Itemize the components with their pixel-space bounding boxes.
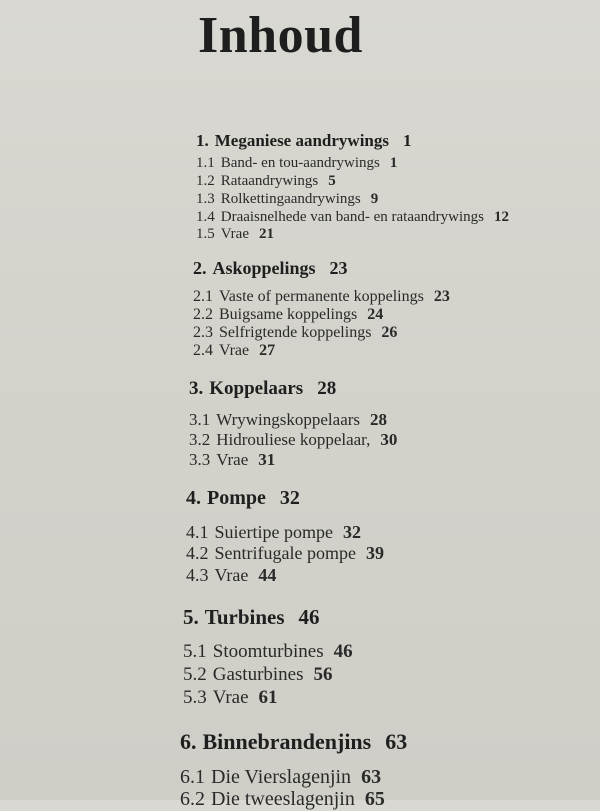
entry-label: Vaste of permanente koppelings bbox=[219, 288, 424, 305]
entry-number: 1.3 bbox=[196, 191, 215, 207]
entry-page: 23 bbox=[433, 288, 450, 305]
chapter-page: 46 bbox=[298, 605, 320, 629]
entry-number: 4.2 bbox=[186, 543, 209, 563]
toc-entry bbox=[193, 306, 383, 324]
chapter-heading bbox=[183, 605, 320, 630]
toc-entry bbox=[196, 155, 397, 172]
entry-number: 6.2 bbox=[180, 788, 205, 810]
chapter-heading bbox=[186, 487, 300, 510]
chapter-heading bbox=[193, 258, 348, 279]
toc-entry bbox=[183, 641, 353, 663]
entry-label: Wrywingskoppelaars bbox=[216, 410, 361, 429]
toc-entry bbox=[186, 522, 361, 543]
toc-entry bbox=[193, 324, 397, 342]
entry-number: 6.1 bbox=[180, 766, 205, 788]
entry-label: Band- en tou-aandrywings bbox=[220, 155, 380, 171]
entry-number: 5.1 bbox=[183, 641, 207, 662]
entry-page: 24 bbox=[367, 306, 384, 323]
entry-label: Die tweeslagenjin bbox=[211, 788, 355, 810]
entry-page: 26 bbox=[381, 324, 398, 341]
entry-number: 3.1 bbox=[189, 410, 211, 429]
entry-number: 2.4 bbox=[193, 342, 213, 359]
toc-entry bbox=[193, 342, 275, 360]
entry-page: 12 bbox=[493, 209, 509, 225]
toc-entry bbox=[193, 288, 450, 306]
entry-label: Draaisnelhede van band- en rataandrywings bbox=[220, 209, 484, 225]
entry-number: 1.1 bbox=[196, 155, 215, 171]
chapter-page: 32 bbox=[279, 487, 300, 509]
entry-page: 27 bbox=[259, 342, 276, 359]
toc-entry bbox=[180, 766, 381, 789]
entry-page: 31 bbox=[258, 450, 276, 469]
entry-label: Hidrouliese koppelaar, bbox=[216, 430, 371, 449]
toc-entry bbox=[196, 209, 509, 226]
entry-label: Suiertipe pompe bbox=[214, 522, 333, 542]
toc-entry bbox=[196, 226, 274, 243]
chapter-number: 6. bbox=[180, 729, 197, 754]
entry-page: 30 bbox=[380, 430, 398, 449]
chapter-number: 2. bbox=[193, 258, 207, 278]
chapter-label: Turbines bbox=[204, 605, 285, 629]
entry-number: 2.3 bbox=[193, 324, 213, 341]
chapter-number: 5. bbox=[183, 605, 199, 629]
entry-page: 44 bbox=[258, 565, 277, 585]
chapter-heading bbox=[196, 131, 412, 151]
chapter-number: 4. bbox=[186, 487, 201, 509]
chapter-page: 1 bbox=[403, 131, 412, 150]
toc-entry bbox=[189, 410, 387, 430]
chapter-number: 1. bbox=[196, 131, 209, 150]
toc-entry bbox=[189, 430, 397, 450]
entry-label: Rolkettingaandrywings bbox=[220, 191, 361, 207]
toc-entry bbox=[183, 664, 333, 686]
chapter-number: 3. bbox=[189, 378, 204, 399]
entry-page: 5 bbox=[328, 173, 336, 189]
entry-page: 39 bbox=[365, 543, 384, 563]
toc-entry bbox=[183, 687, 278, 709]
entry-page: 32 bbox=[342, 522, 361, 542]
chapter-page: 28 bbox=[317, 378, 337, 399]
toc-entry bbox=[186, 543, 384, 564]
entry-number: 1.2 bbox=[196, 173, 215, 189]
entry-number: 1.4 bbox=[196, 209, 215, 225]
entry-number: 2.2 bbox=[193, 306, 213, 323]
entry-label: Selfrigtende koppelings bbox=[219, 324, 372, 341]
chapter-heading bbox=[189, 378, 336, 400]
entry-label: Vrae bbox=[219, 342, 250, 359]
toc-entry bbox=[196, 173, 336, 190]
chapter-label: Askoppelings bbox=[212, 258, 316, 278]
entry-number: 4.3 bbox=[186, 565, 209, 585]
chapter-heading bbox=[180, 729, 407, 755]
entry-number: 4.1 bbox=[186, 522, 209, 542]
entry-page: 61 bbox=[258, 687, 278, 708]
entry-label: Rataandrywings bbox=[220, 173, 319, 189]
chapter-label: Binnebrandenjins bbox=[202, 729, 372, 754]
entry-page: 46 bbox=[333, 641, 353, 662]
entry-number: 5.2 bbox=[183, 664, 207, 685]
entry-page: 21 bbox=[259, 226, 274, 242]
chapter-page: 63 bbox=[385, 729, 408, 754]
entry-label: Vrae bbox=[220, 226, 249, 242]
chapter-page: 23 bbox=[329, 258, 348, 278]
entry-label: Stoomturbines bbox=[212, 641, 324, 662]
page-title: Inhoud bbox=[198, 7, 363, 64]
entry-page: 65 bbox=[364, 788, 385, 810]
toc-entry bbox=[186, 565, 276, 586]
entry-page: 56 bbox=[313, 664, 333, 685]
toc-entry bbox=[196, 191, 378, 208]
chapter-label: Meganiese aandrywings bbox=[214, 131, 389, 150]
entry-page: 9 bbox=[370, 191, 379, 207]
entry-number: 2.1 bbox=[193, 288, 213, 305]
chapter-label: Koppelaars bbox=[209, 378, 304, 399]
entry-number: 3.3 bbox=[189, 450, 211, 469]
entry-label: Buigsame koppelings bbox=[219, 306, 358, 323]
entry-number: 5.3 bbox=[183, 687, 207, 708]
toc-entry bbox=[189, 450, 275, 470]
entry-label: Vrae bbox=[214, 565, 249, 585]
entry-label: Sentrifugale pompe bbox=[214, 543, 356, 563]
entry-page: 63 bbox=[361, 766, 382, 788]
entry-label: Gasturbines bbox=[212, 664, 304, 685]
entry-label: Vrae bbox=[216, 450, 249, 469]
entry-number: 3.2 bbox=[189, 430, 211, 449]
entry-label: Die Vierslagenjin bbox=[211, 766, 352, 788]
chapter-label: Pompe bbox=[207, 487, 266, 509]
entry-label: Vrae bbox=[212, 687, 249, 708]
entry-number: 1.5 bbox=[196, 226, 215, 242]
entry-page: 1 bbox=[389, 155, 398, 171]
entry-page: 28 bbox=[370, 410, 388, 429]
